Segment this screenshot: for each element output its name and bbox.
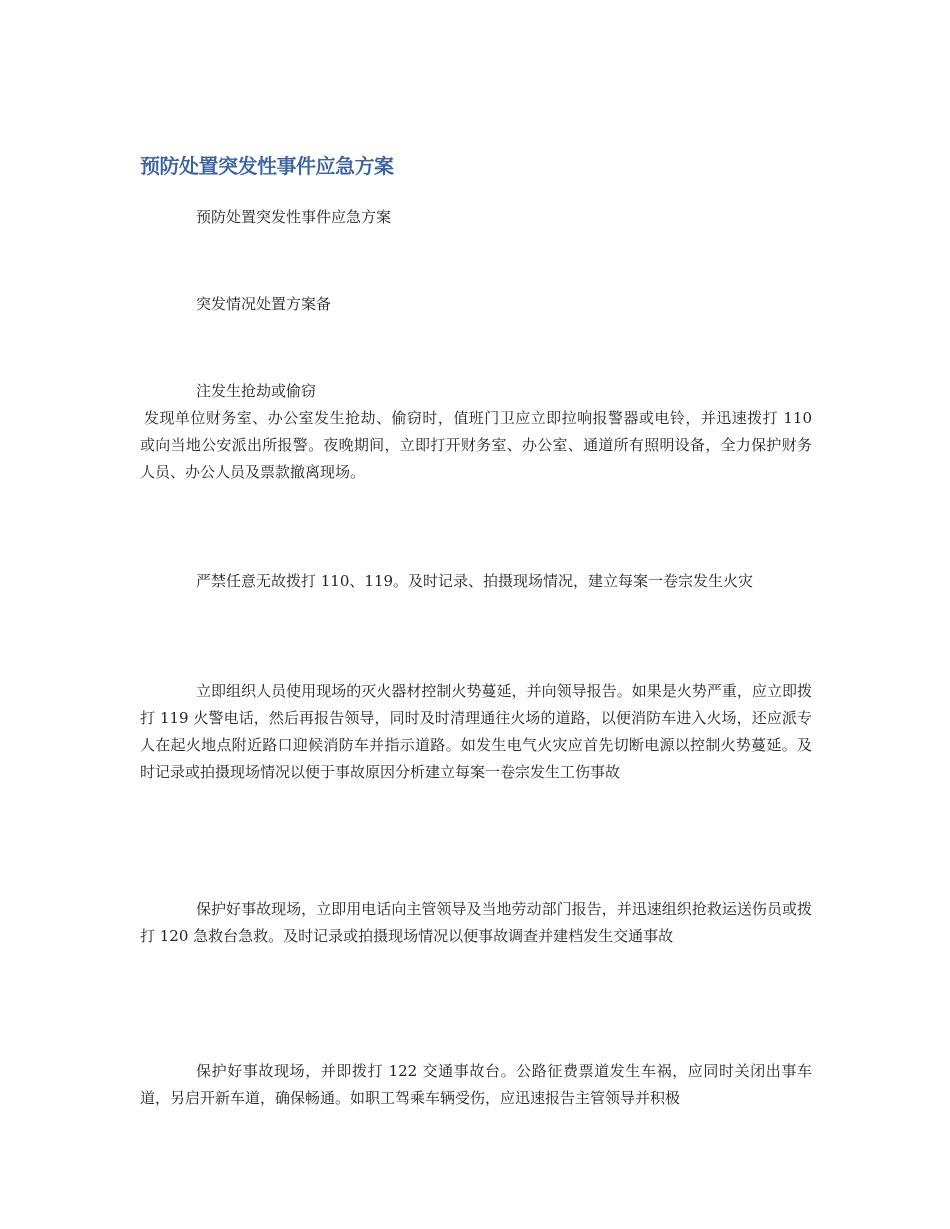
fire-paragraph: 立即组织人员使用现场的灭火器材控制火势蔓延，并向领导报告。如果是火势严重，应立即拨打 119 火警电话，然后再报告领导，同时及时清理通往火场的道路，以便消防车进入火场，还应派专人在起火地点附近路口迎候消防车并指示道路。如发生电气火灾应首先切断电源以控制火势蔓延。及时记录或拍摄现场情况以便于事故原因分析建立每案一卷宗发生工伤事故: [140, 682, 812, 781]
section-heading: 突发情况处置方案备: [196, 295, 332, 313]
document-title: 预防处置突发性事件应急方案: [140, 154, 394, 178]
injury-paragraph: 保护好事故现场，立即用电话向主管领导及当地劳动部门报告，并迅速组织抢救运送伤员或拨打 120 急救台急救。及时记录或拍摄现场情况以便事故调查并建档发生交通事故: [140, 900, 812, 945]
robbery-heading: 注发生抢劫或偷窃: [196, 382, 317, 400]
document-subtitle: 预防处置突发性事件应急方案: [196, 208, 392, 226]
prohibit-paragraph: 严禁任意无故拨打 110、119。及时记录、拍摄现场情况，建立每案一卷宗发生火灾: [196, 572, 754, 590]
traffic-paragraph: 保护好事故现场，并即拨打 122 交通事故台。公路征费票道发生车祸，应同时关闭出事车道，另启开新车道，确保畅通。如职工驾乘车辆受伤，应迅速报告主管领导并积极: [140, 1062, 812, 1107]
robbery-paragraph: 发现单位财务室、办公室发生抢劫、偷窃时，值班门卫应立即拉响报警器或电铃，并迅速拨打 110 或向当地公安派出所报警。夜晚期间，立即打开财务室、办公室、通道所有照明设备，全力保护财务人员、办公人员及票款撤离现场。: [140, 409, 812, 481]
